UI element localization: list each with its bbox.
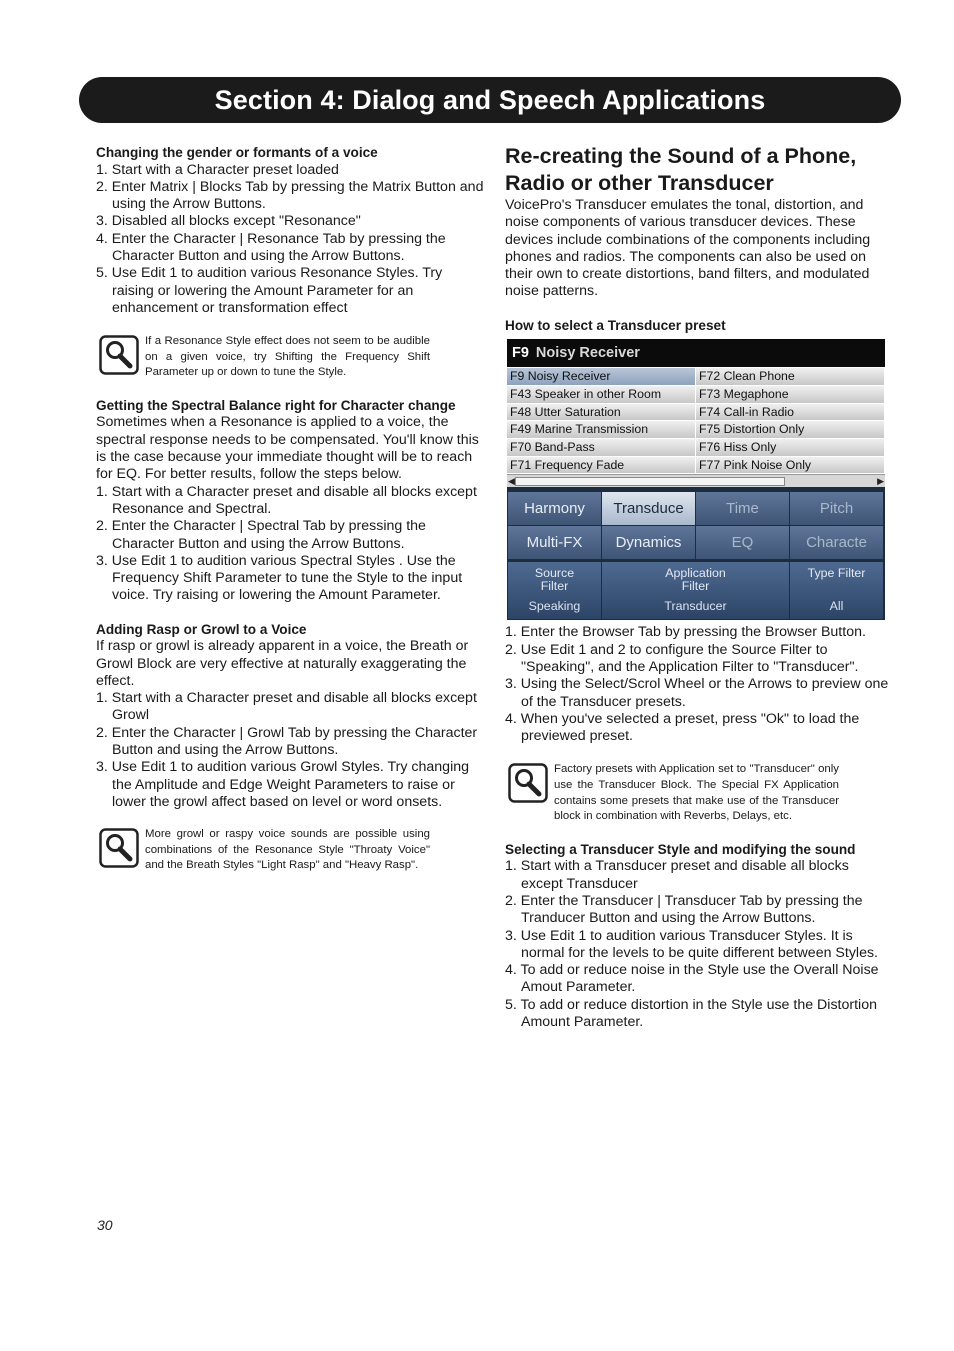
list-item: 2. Enter Matrix | Blocks Tab by pressing the Matrix Button and using the Arrow Buttons. bbox=[96, 178, 484, 213]
steps-select-preset bbox=[505, 624, 893, 745]
steps-growl bbox=[96, 690, 484, 811]
left-column bbox=[96, 144, 484, 874]
heading-spectral-balance: Getting the Spectral Balance right for Character change bbox=[96, 397, 456, 413]
scroll-thumb[interactable] bbox=[515, 477, 785, 486]
preset-item[interactable]: F73 Megaphone bbox=[696, 386, 885, 404]
heading-select-preset: How to select a Transducer preset bbox=[505, 317, 726, 333]
list-item: 4. To add or reduce noise in the Style use the Overall Noise Amout Parameter. bbox=[505, 962, 879, 996]
preset-row bbox=[507, 439, 885, 457]
section-title: Section 4: Dialog and Speech Applications bbox=[214, 84, 766, 115]
filter-label: Filter bbox=[681, 579, 710, 594]
preset-item[interactable]: F76 Hiss Only bbox=[696, 439, 885, 457]
tip-text: Factory presets with Application set to "Transducer" only use the Transducer Block. The Special FX Application contains some presets that make use of the Transducer block in combination with Reverbs, Delays, etc. bbox=[554, 763, 839, 823]
list-item: 2. Enter the Character | Spectral Tab by pressing the Character Button and using the Arrow Buttons. bbox=[96, 518, 426, 552]
list-item: 5. To add or reduce distortion in the Style use the Distortion Amount Parameter. bbox=[505, 996, 877, 1031]
steps-spectral bbox=[96, 484, 484, 605]
preset-item[interactable]: F70 Band-Pass bbox=[507, 439, 696, 457]
preset-item[interactable]: F49 Marine Transmission bbox=[507, 421, 696, 439]
filter-label: Type Filter bbox=[807, 566, 866, 581]
preset-row bbox=[507, 457, 885, 475]
paragraph: If rasp or growl is already apparent in a voice, the Breath or Growl Block are very effective at naturally exaggerating the effect. bbox=[96, 638, 469, 689]
preset-list bbox=[507, 367, 885, 487]
list-item: 4. Enter the Character | Resonance Tab by pressing the Character Button and using the Arrow Buttons. bbox=[96, 230, 446, 264]
list-item: 1. Start with a Character preset loaded bbox=[96, 161, 339, 178]
tab-multi-fx[interactable]: Multi-FX bbox=[508, 526, 601, 559]
preset-row bbox=[507, 368, 885, 386]
list-item: 3. Use Edit 1 to audition various Transducer Styles. It is normal for the levels to be quite different between Styles. bbox=[505, 927, 878, 961]
type-filter[interactable] bbox=[790, 562, 883, 619]
heading-rasp-growl: Adding Rasp or Growl to a Voice bbox=[96, 621, 307, 637]
application-filter[interactable] bbox=[602, 562, 789, 619]
preset-item[interactable]: F77 Pink Noise Only bbox=[696, 457, 885, 475]
preset-title-bar bbox=[507, 339, 885, 367]
heading-transducer-style: Selecting a Transducer Style and modifying the sound bbox=[505, 841, 856, 857]
filter-label: Filter bbox=[540, 579, 569, 594]
filter-value: Speaking bbox=[528, 599, 581, 614]
preset-item[interactable]: F74 Call-in Radio bbox=[696, 404, 885, 422]
preset-item[interactable]: F72 Clean Phone bbox=[696, 368, 885, 386]
preset-item[interactable]: F75 Distortion Only bbox=[696, 421, 885, 439]
magnifier-icon bbox=[99, 335, 139, 375]
filter-label: Application bbox=[665, 566, 726, 581]
right-column bbox=[505, 144, 893, 1031]
browser-filters bbox=[507, 561, 885, 620]
device-screen bbox=[507, 339, 885, 620]
steps-gender-formants bbox=[96, 162, 484, 318]
heading-transducer: Re-creating the Sound of a Phone, Radio or other Transducer bbox=[505, 144, 857, 195]
page-number: 30 bbox=[97, 1217, 113, 1233]
tab-harmony[interactable]: Harmony bbox=[508, 492, 601, 525]
preset-item[interactable]: F9 Noisy Receiver bbox=[507, 368, 696, 386]
scroll-left-icon[interactable]: ◀ bbox=[508, 476, 515, 487]
tip-text: If a Resonance Style effect does not seem to be audible on a given voice, try Shifting the Frequency Shift Parameter up or down to tune the Style. bbox=[145, 335, 430, 379]
section-banner bbox=[79, 77, 901, 123]
filter-value: All bbox=[829, 599, 844, 614]
scroll-right-icon[interactable]: ▶ bbox=[877, 476, 884, 487]
list-item: 2. Use Edit 1 and 2 to configure the Source Filter to "Speaking", and the Application Filter to "Transducer". bbox=[505, 641, 859, 675]
preset-item[interactable]: F71 Frequency Fade bbox=[507, 457, 696, 475]
block-tabs bbox=[507, 487, 885, 561]
tip-note bbox=[505, 762, 893, 824]
paragraph: VoicePro's Transducer emulates the tonal, distortion, and noise components of various transducer devices. These devices include combinations of the components including phones and radios. The components can also be used on their own to create distortions, band filters, and modulated noise patterns. bbox=[505, 197, 871, 300]
scrollbar[interactable] bbox=[507, 474, 885, 487]
steps-transducer-style bbox=[505, 858, 893, 1031]
preset-code: F9 bbox=[512, 344, 529, 361]
preset-name: Noisy Receiver bbox=[535, 344, 640, 361]
tab-dynamics[interactable]: Dynamics bbox=[602, 526, 695, 559]
tab-transduce[interactable]: Transduce bbox=[602, 492, 695, 525]
tab-pitch[interactable]: Pitch bbox=[790, 492, 883, 525]
tip-text: More growl or raspy voice sounds are possible using combinations of the Resonance Style "Throaty Voice" and the Breath Styles "Light Rasp" and "Heavy Rasp". bbox=[145, 828, 430, 872]
list-item: 3. Use Edit 1 to audition various Spectral Styles . Use the Frequency Shift Parameter to tune the Style to the input voice. Try raising or lowering the Amount Parameter. bbox=[96, 552, 463, 604]
list-item: 3. Use Edit 1 to audition various Growl Styles. Try changing the Amplitude and Edge Weight Parameters to raise or lower the growl affect based on level or word onsets. bbox=[96, 759, 469, 810]
list-item: 3. Using the Select/Scrol Wheel or the Arrows to preview one of the Transducer presets. bbox=[505, 676, 889, 710]
magnifier-icon bbox=[508, 763, 548, 803]
heading-gender-formants: Changing the gender or formants of a voice bbox=[96, 145, 378, 160]
list-item: 5. Use Edit 1 to audition various Resonance Styles. Try raising or lowering the Amount Parameter for an enhancement or transformation effect bbox=[96, 265, 443, 316]
paragraph: Sometimes when a Resonance is applied to a voice, the spectral response needs to be compensated. You'll know this is the case because your immediate thought will be to reach for EQ. For better results, follow the steps below. bbox=[96, 414, 479, 483]
list-item: 2. Enter the Transducer | Transducer Tab by pressing the Tranducer Button and using the Arrow Buttons. bbox=[505, 892, 863, 927]
preset-row bbox=[507, 386, 885, 404]
list-item: 1. Start with a Character preset and disable all blocks except Resonance and Spectral. bbox=[96, 483, 477, 517]
list-item: 4. When you've selected a preset, press "Ok" to load the previewed preset. bbox=[505, 710, 860, 745]
tab-character[interactable]: Characte bbox=[790, 526, 883, 559]
tip-note bbox=[96, 334, 484, 381]
filter-label: Source bbox=[534, 566, 575, 581]
tip-note bbox=[96, 827, 484, 874]
preset-row bbox=[507, 421, 885, 439]
filter-value: Transducer bbox=[664, 599, 727, 614]
list-item: 1. Enter the Browser Tab by pressing the Browser Button. bbox=[505, 624, 866, 641]
list-item: 3. Disabled all blocks except "Resonance" bbox=[96, 213, 361, 230]
list-item: 1. Start with a Character preset and disable all blocks except Growl bbox=[96, 690, 477, 724]
preset-row bbox=[507, 404, 885, 422]
preset-item[interactable]: F43 Speaker in other Room bbox=[507, 386, 696, 404]
magnifier-icon bbox=[99, 828, 139, 868]
list-item: 1. Start with a Transducer preset and disable all blocks except Transducer bbox=[505, 858, 849, 892]
list-item: 2. Enter the Character | Growl Tab by pressing the Character Button and using the Arrow Buttons. bbox=[96, 724, 478, 758]
preset-item[interactable]: F48 Utter Saturation bbox=[507, 404, 696, 422]
source-filter[interactable] bbox=[508, 562, 601, 619]
tab-time[interactable]: Time bbox=[696, 492, 789, 525]
tab-eq[interactable]: EQ bbox=[696, 526, 789, 559]
